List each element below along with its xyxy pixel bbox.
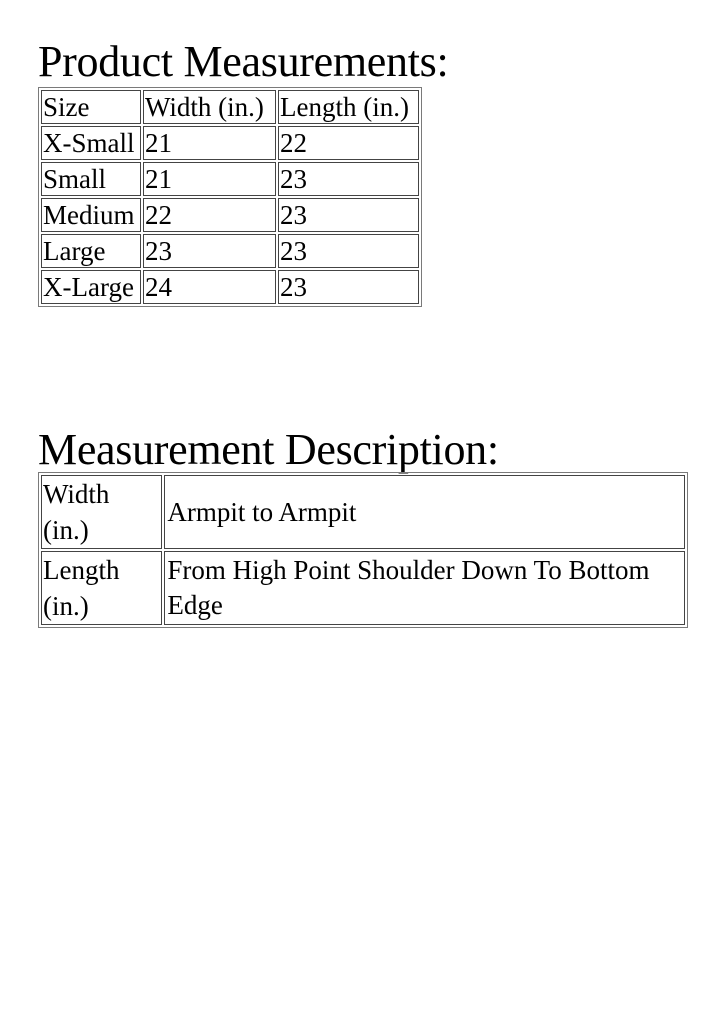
table-row bbox=[41, 234, 419, 268]
length-cell: 23 bbox=[278, 270, 419, 304]
table-row bbox=[41, 475, 685, 549]
width-cell: 21 bbox=[143, 126, 276, 160]
header-length: Length (in.) bbox=[278, 90, 419, 124]
size-cell: Medium bbox=[41, 198, 141, 232]
description-term: Length (in.) bbox=[41, 551, 162, 625]
width-cell: 23 bbox=[143, 234, 276, 268]
table-row bbox=[41, 198, 419, 232]
table-row bbox=[41, 126, 419, 160]
table-row bbox=[41, 551, 685, 625]
length-cell: 23 bbox=[278, 162, 419, 196]
length-cell: 23 bbox=[278, 198, 419, 232]
size-cell: X-Large bbox=[41, 270, 141, 304]
table-header-row bbox=[41, 90, 419, 124]
description-term: Width (in.) bbox=[41, 475, 162, 549]
measurements-table bbox=[38, 87, 422, 307]
table-row bbox=[41, 270, 419, 304]
table-row bbox=[41, 162, 419, 196]
size-cell: X-Small bbox=[41, 126, 141, 160]
width-cell: 21 bbox=[143, 162, 276, 196]
measurements-title: Product Measurements: bbox=[38, 37, 449, 86]
width-cell: 24 bbox=[143, 270, 276, 304]
description-definition: Armpit to Armpit bbox=[164, 475, 685, 549]
description-definition: From High Point Shoulder Down To Bottom Edge bbox=[164, 551, 685, 625]
size-cell: Small bbox=[41, 162, 141, 196]
description-title: Measurement Description: bbox=[38, 425, 499, 474]
width-cell: 22 bbox=[143, 198, 276, 232]
size-cell: Large bbox=[41, 234, 141, 268]
length-cell: 23 bbox=[278, 234, 419, 268]
length-cell: 22 bbox=[278, 126, 419, 160]
header-size: Size bbox=[41, 90, 141, 124]
description-table bbox=[38, 472, 688, 628]
header-width: Width (in.) bbox=[143, 90, 276, 124]
